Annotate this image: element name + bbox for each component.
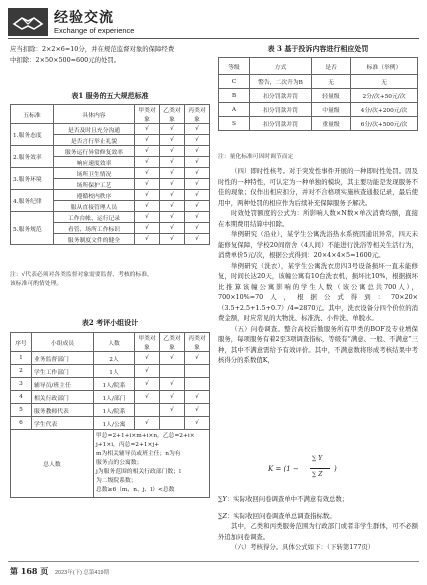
table3-cell: 轻量级 bbox=[312, 89, 351, 103]
formula-definitions bbox=[218, 494, 418, 553]
check-cell: √ bbox=[135, 168, 160, 179]
table1-note bbox=[10, 271, 210, 289]
table1-caption: 表1 服务的五大规范标准 bbox=[71, 91, 149, 100]
table2-cell: 1人/院系 bbox=[94, 378, 135, 391]
check-cell: √ bbox=[185, 212, 210, 223]
table2-cell bbox=[185, 378, 210, 391]
table2-cell: 1人/院系 bbox=[94, 404, 135, 417]
table2-header: 序号 bbox=[11, 333, 32, 352]
total-formula-line: 为二级院系数； bbox=[96, 478, 137, 484]
total-formula-line: 总数≥6（m、n、j、l）<总数 bbox=[96, 487, 175, 493]
section-title: 经验交流 bbox=[54, 10, 114, 26]
check-cell: √ bbox=[135, 146, 160, 157]
table2-cell: 1人/公寓 bbox=[94, 417, 135, 430]
table2-cell: 3 bbox=[11, 378, 32, 391]
formula-denominator: ∑ Z bbox=[312, 471, 323, 478]
table1-item: 是否及时且充分沟通 bbox=[54, 124, 135, 135]
check-cell: √ bbox=[185, 234, 210, 245]
check-cell: √ bbox=[135, 135, 160, 146]
table-row bbox=[11, 352, 210, 365]
table2-cell: 学生工作部门 bbox=[32, 365, 94, 378]
table-row bbox=[219, 89, 418, 103]
table2-cell bbox=[185, 365, 210, 378]
table1-item: 看管、场所工作标识 bbox=[54, 223, 135, 234]
body-paragraph: 时效处罚额度的公式为：所影响人数×N数×单次消费均额，直接在本期费用结算中扣除。 bbox=[218, 209, 418, 228]
check-cell: √ bbox=[135, 124, 160, 135]
table2-cell: √ bbox=[135, 391, 160, 404]
body-paragraph: （五）问卷调查。整合高校后勤服务所有甲类的BOF及专业增保服务，每项服务有着2至3项调查指标，等级有“满意、一般、不满意”三种，其中不满意需给予有效评价。其中，不满意数将形成考核结果中考核得分的系数值K， bbox=[218, 324, 418, 364]
check-cell: √ bbox=[160, 146, 185, 157]
table3-cell: A bbox=[219, 103, 250, 117]
check-cell: √ bbox=[160, 212, 185, 223]
table2-cell: 2人 bbox=[94, 352, 135, 365]
def-text: ：实际收回问卷调查单中不满意有效总数； bbox=[226, 495, 349, 503]
table3-header: 标准（举例） bbox=[351, 58, 418, 75]
table3-cell: C bbox=[219, 75, 250, 89]
issue-info: 2023年(下) 总第419期 bbox=[55, 570, 110, 576]
check-cell: √ bbox=[185, 179, 210, 190]
table3-cell: B bbox=[219, 89, 250, 103]
check-cell: √ bbox=[185, 223, 210, 234]
intro-line-2: 中扣除：2×50×500=600元的处罚。 bbox=[10, 55, 121, 64]
table1-category: 4.服务纪律 bbox=[11, 190, 54, 212]
table1-item: 是否言行举止礼貌 bbox=[54, 135, 135, 146]
check-cell: √ bbox=[160, 124, 185, 135]
closing-paragraph: （六）考核得分。具体公式如下：（下转第177页） bbox=[231, 543, 375, 551]
table-row bbox=[219, 103, 418, 117]
page-number: 第 168 页 bbox=[10, 566, 49, 576]
table2-cell: 6 bbox=[11, 417, 32, 430]
check-cell: √ bbox=[185, 146, 210, 157]
table3-header: 是否 bbox=[312, 58, 351, 75]
check-cell: √ bbox=[160, 135, 185, 146]
table2-cell: √ bbox=[160, 378, 185, 391]
intro-line-1: 应当扣除：2×2×6=10分，并在规范监督对象的保障经费 bbox=[10, 45, 175, 53]
table1-note-line: 注：√代表必须对各类监督对象需要监督、考核的标准， bbox=[10, 272, 153, 278]
check-cell: √ bbox=[185, 168, 210, 179]
table2-header: 丙类对象 bbox=[185, 333, 210, 352]
table3-cell: 警告，二次升为B bbox=[250, 75, 312, 89]
table2-cell: √ bbox=[185, 352, 210, 365]
formula-lhs: K = (1 − bbox=[268, 465, 299, 473]
table2-cell: 1 bbox=[11, 352, 32, 365]
check-cell: √ bbox=[135, 201, 160, 212]
table1-item: 场所卫生情况 bbox=[54, 168, 135, 179]
table2-cell: 2 bbox=[11, 365, 32, 378]
table2-cell bbox=[160, 417, 185, 430]
table2-cell bbox=[160, 365, 185, 378]
definition-line bbox=[218, 494, 418, 505]
check-cell: √ bbox=[160, 201, 185, 212]
table-row bbox=[11, 391, 210, 404]
table2-header: 小组成员 bbox=[32, 333, 94, 352]
table3-cell: 扣分罚款并罚 bbox=[250, 103, 312, 117]
table2-cell: √ bbox=[135, 352, 160, 365]
table-row bbox=[219, 75, 418, 89]
body-paragraph: （四）即时性核考。对于突发性事件开展的一种即时性处罚。因及时性的一种特性，可认定为一种单独的模块，其主要功能是发现服务不佳的现象；仅作出相应扣分，并对不合格项实施核查通报记录，最后使用中，两种处罚的相应作为后续补充保障服务予解决。 bbox=[218, 167, 418, 207]
footer-divider bbox=[8, 561, 419, 562]
table3-caption: 表 3 基于投诉内容进行相应处罚 bbox=[267, 44, 369, 53]
check-cell: √ bbox=[135, 212, 160, 223]
table1-header: 五标准 bbox=[11, 105, 54, 124]
table2-cell: 1人 bbox=[94, 365, 135, 378]
table1-header: 乙类对象 bbox=[160, 105, 185, 124]
table3-cell: 无 bbox=[351, 75, 418, 89]
table-row bbox=[11, 378, 210, 391]
left-intro bbox=[10, 44, 210, 65]
table2-cell: 4 bbox=[11, 391, 32, 404]
k-formula bbox=[268, 455, 378, 485]
table1-item: 服从直接管理人员 bbox=[54, 201, 135, 212]
table2-cell: 1人/部门 bbox=[94, 391, 135, 404]
handshake-logo-icon bbox=[8, 8, 48, 36]
right-body bbox=[218, 166, 418, 366]
table2-header: 乙类对象 bbox=[160, 333, 185, 352]
table2-cell: 服务教师代表 bbox=[32, 404, 94, 417]
table3-cell: 2分/次+50元/次 bbox=[351, 89, 418, 103]
table2-cell: 业务监督部门 bbox=[32, 352, 94, 365]
table-row bbox=[11, 417, 210, 430]
table1-category: 3.服务环境 bbox=[11, 168, 54, 190]
table2-header: 甲类对象 bbox=[135, 333, 160, 352]
table1-category: 2.服务效率 bbox=[11, 146, 54, 168]
table2-cell: √ bbox=[135, 365, 160, 378]
table2-review-team bbox=[10, 332, 210, 498]
table2-cell: 辅导员/班主任 bbox=[32, 378, 94, 391]
check-cell: √ bbox=[185, 135, 210, 146]
table1-item: 场所保护工艺 bbox=[54, 179, 135, 190]
table3-cell: 扣分罚款并罚 bbox=[250, 117, 312, 131]
table3-cell: 扣分罚款并罚 bbox=[250, 89, 312, 103]
check-cell: √ bbox=[160, 179, 185, 190]
page-header bbox=[0, 0, 427, 40]
body-paragraph: 举例研究（洗衣），某学生公寓洗衣房四3号设备损坏一直未能修复，时间长达20天，该幢公寓有10台洗衣机，损坏比10%，根据损坏比推算该幢公寓影响的学生人数（该公寓总共700人），700×10%=70人，根据公式得到：70×20×（3.5+2.5+1.5+0.7）/4=2870元。其中，洗衣设备分四个价位的消费金额，时应常见的大物洗、标准洗、小件洗、单脱水。 bbox=[218, 261, 418, 322]
closing-paragraph: 其中，乙类和丙类服务范围为行政部门或者非学生群体，可不必额外追加问卷调查。 bbox=[218, 522, 418, 541]
table2-cell: √ bbox=[160, 391, 185, 404]
table3-header-row bbox=[219, 58, 418, 75]
table1-header-row bbox=[11, 105, 210, 124]
table1-header: 丙类对象 bbox=[185, 105, 210, 124]
total-formula-line: j为服务范围的相关行政部门数；l bbox=[96, 469, 181, 475]
table1-item: 响应速度效率 bbox=[54, 157, 135, 168]
table3-header: 等级 bbox=[219, 58, 250, 75]
table1-item: 遵循校内秩序 bbox=[54, 190, 135, 201]
table-row bbox=[11, 168, 210, 179]
table2-cell: √ bbox=[160, 404, 185, 417]
check-cell: √ bbox=[160, 223, 185, 234]
def-symbol: ∑Z bbox=[218, 511, 228, 520]
table3-cell: 无 bbox=[312, 75, 351, 89]
check-cell: √ bbox=[160, 168, 185, 179]
check-cell: √ bbox=[135, 234, 160, 245]
table-row bbox=[11, 190, 210, 201]
body-paragraph: 举例研究（沿业），某学生公寓洗浴热水系统因通讯异常，四天未能修复保障，学校20间宿舍（4人间）不能进行洗浴等相关生活行为，消费单价5元/次，根据公式得到：20×4×4×5=1600元。 bbox=[218, 230, 418, 259]
total-formula-line: 服务点的公寓数； bbox=[96, 460, 143, 466]
check-cell: √ bbox=[185, 157, 210, 168]
table2-caption: 表2 考评小组设计 bbox=[81, 318, 139, 327]
fraction-bar bbox=[310, 468, 330, 469]
table-row bbox=[11, 404, 210, 417]
table3-cell: 重量级 bbox=[312, 117, 351, 131]
table2-total-row bbox=[11, 430, 210, 498]
check-cell: √ bbox=[160, 157, 185, 168]
check-cell: √ bbox=[185, 201, 210, 212]
table-row bbox=[11, 146, 210, 157]
section-subtitle: Exchange of experience bbox=[54, 26, 135, 35]
table2-cell bbox=[135, 404, 160, 417]
table1-category: 5.服务规范 bbox=[11, 212, 54, 245]
table3-note: 注：量化标准可因时调节而定 bbox=[218, 154, 294, 160]
table1-note-line: 该标准可酌情处理。 bbox=[10, 281, 63, 287]
table3-penalties bbox=[218, 57, 418, 131]
table1-header: 甲类对象 bbox=[135, 105, 160, 124]
table1-category: 1.服务态度 bbox=[11, 124, 54, 146]
total-formula-line: m为相关辅导员或班主任；n为有 bbox=[96, 451, 181, 457]
table3-cell: 4分/次+200元/次 bbox=[351, 103, 418, 117]
check-cell: √ bbox=[135, 179, 160, 190]
check-cell: √ bbox=[185, 190, 210, 201]
table2-cell: √ bbox=[135, 378, 160, 391]
table-row bbox=[11, 124, 210, 135]
table2-total-formula bbox=[94, 430, 210, 498]
table2-total-label: 总人数 bbox=[11, 430, 94, 498]
table3-cell: S bbox=[219, 117, 250, 131]
check-cell: √ bbox=[135, 190, 160, 201]
check-cell: √ bbox=[185, 124, 210, 135]
total-formula-line: j+1×i，丙总=2+1×j+ bbox=[96, 442, 160, 448]
table1-item: 服务制度文件的健全 bbox=[54, 234, 135, 245]
check-cell: √ bbox=[160, 234, 185, 245]
table1-item: 工作台帐、运行记录 bbox=[54, 212, 135, 223]
table2-cell: √ bbox=[185, 391, 210, 404]
table3-cell: 中量级 bbox=[312, 103, 351, 117]
check-cell: √ bbox=[135, 157, 160, 168]
table-row bbox=[11, 212, 210, 223]
def-text: ：实际收回问卷调查单总调查指标数。 bbox=[227, 511, 336, 520]
table3-cell: 6分/次+500元/次 bbox=[351, 117, 418, 131]
table2-cell: 学生代表 bbox=[32, 417, 94, 430]
table2-cell: √ bbox=[185, 404, 210, 417]
definition-line bbox=[218, 511, 418, 522]
table2-cell: √ bbox=[135, 417, 160, 430]
table2-cell: 5 bbox=[11, 404, 32, 417]
check-cell: √ bbox=[135, 223, 160, 234]
table2-cell: √ bbox=[185, 417, 210, 430]
table1-item: 服务运行异常修复效率 bbox=[54, 146, 135, 157]
table-row bbox=[219, 117, 418, 131]
table-row bbox=[11, 365, 210, 378]
table2-header-row bbox=[11, 333, 210, 352]
table2-cell: √ bbox=[160, 352, 185, 365]
table2-cell: 相关行政部门 bbox=[32, 391, 94, 404]
formula-numerator: ∑ Y bbox=[312, 455, 323, 462]
check-cell: √ bbox=[160, 190, 185, 201]
def-symbol: ∑Y bbox=[218, 495, 227, 503]
table1-service-standards bbox=[10, 104, 210, 245]
table3-header: 方式 bbox=[250, 58, 312, 75]
table1-header: 具体内容 bbox=[54, 105, 135, 124]
total-formula-line: 甲总=2+1+i×m+i×n，乙总=2+i× bbox=[96, 433, 195, 439]
formula-rhs: ) bbox=[334, 465, 337, 473]
header-divider bbox=[8, 38, 419, 39]
table2-header: 人数 bbox=[94, 333, 135, 352]
